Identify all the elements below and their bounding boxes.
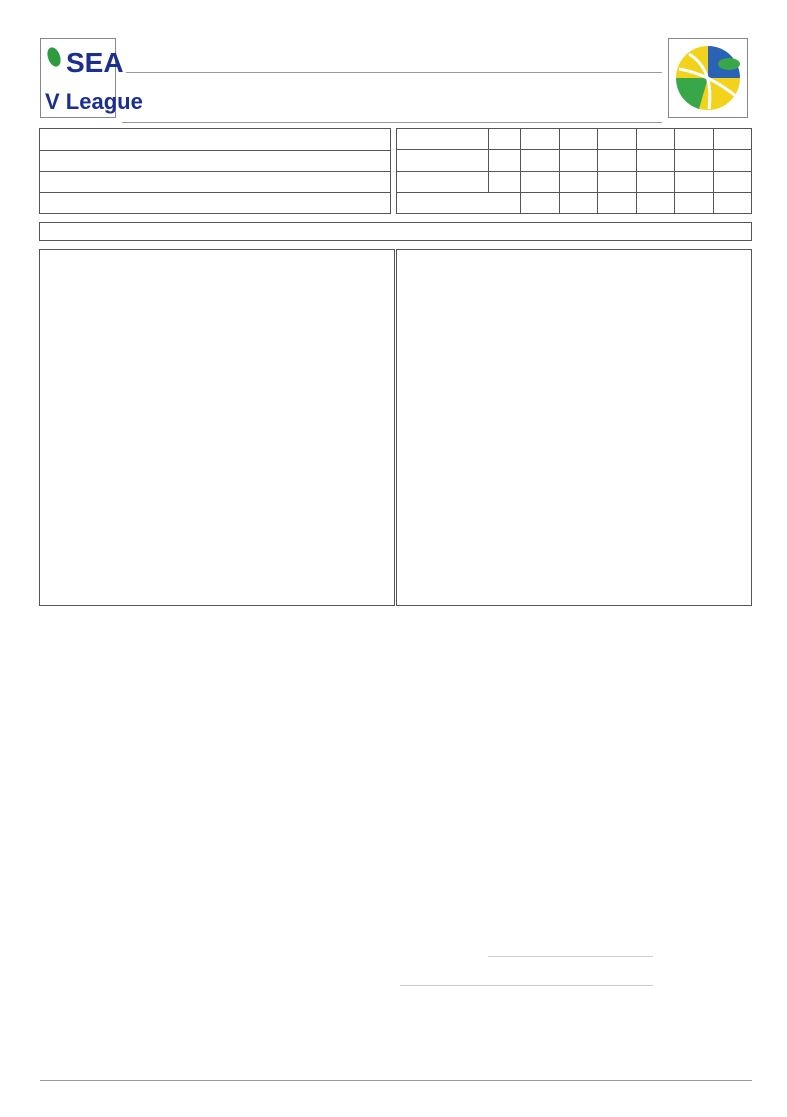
svg-text:SEA: SEA — [66, 47, 124, 78]
svg-text:V League: V League — [45, 89, 143, 114]
team-b-lineup — [396, 249, 752, 606]
set-durations-row — [397, 192, 752, 213]
score-row-vie — [397, 171, 752, 192]
divider — [40, 1080, 752, 1081]
divider — [488, 956, 653, 957]
score-row-tha — [397, 150, 752, 171]
sava-logo — [668, 38, 748, 118]
match-row — [43, 131, 99, 147]
duration-row — [43, 194, 59, 210]
match-info-box — [39, 128, 391, 214]
referees-row — [39, 222, 752, 241]
divider — [122, 122, 662, 123]
set-score-table — [396, 128, 752, 214]
score-header-row — [397, 129, 752, 150]
jury-president — [348, 937, 354, 949]
divider — [126, 72, 662, 73]
signature-line — [400, 985, 653, 986]
sea-v-league-logo — [40, 38, 143, 118]
team-a-lineup — [39, 249, 395, 606]
